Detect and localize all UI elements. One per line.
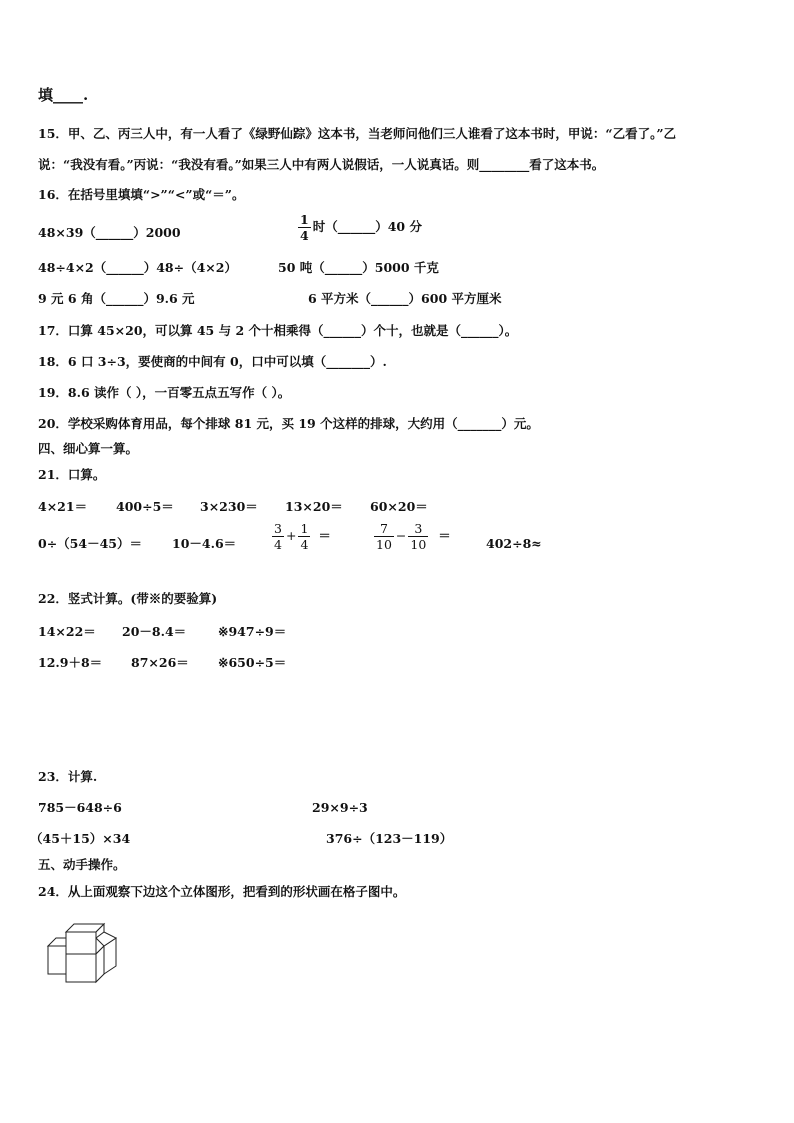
q21-title: 21．口算。: [38, 467, 106, 482]
fraction: [298, 521, 310, 552]
q21-r2-1: 0÷（54－45）＝: [38, 536, 142, 551]
cube-solid-figure: [44, 916, 120, 986]
q23-d: 376÷（123－119）: [326, 831, 453, 846]
fraction-numerator: 7: [379, 521, 388, 536]
q22-r1-1: 14×22＝: [38, 624, 96, 639]
q23-title: 23．计算.: [38, 769, 98, 784]
q16-r2c2: 50 吨（______）5000 千克: [278, 260, 439, 275]
equals: ＝: [318, 528, 331, 543]
fraction-denominator: 4: [274, 537, 282, 552]
fraction-denominator: 4: [300, 537, 309, 552]
operator: −: [395, 528, 407, 543]
fraction: [272, 521, 284, 552]
top-fill-line: 填____.: [38, 86, 89, 104]
q19: 19．8.6 读作（ ），一百零五点五写作（ ）。: [38, 385, 291, 400]
q22-r1-3: ※947÷9＝: [218, 624, 287, 639]
fraction-denominator: 4: [300, 228, 309, 243]
q16-r3c1: 9 元 6 角（______）9.6 元: [38, 291, 195, 306]
fraction-numerator: 3: [274, 521, 282, 536]
q22-r2-2: 87×26＝: [131, 655, 189, 670]
fraction-1-4: [298, 212, 311, 243]
fraction: [374, 521, 394, 552]
q20: 20．学校采购体育用品，每个排球 81 元，买 19 个这样的排球，大约用（_______）元。: [38, 416, 539, 431]
q21-r2-2: 10－4.6＝: [172, 536, 237, 551]
q16-r1c1: 48×39（______）2000: [38, 225, 181, 240]
q21-r1-5: 60×20＝: [370, 499, 428, 514]
q22-title: 22．竖式计算。(带※的要验算): [38, 591, 218, 606]
fraction-denominator: 10: [376, 537, 392, 552]
fraction-numerator: 3: [414, 521, 423, 536]
q16-title: 16．在括号里填填“>”“<”或“＝”。: [38, 187, 245, 202]
q21-frac-sum: [270, 521, 331, 552]
q21-r1-3: 3×230＝: [200, 499, 258, 514]
section5-heading: 五、动手操作。: [38, 857, 126, 872]
fraction-numerator: 1: [300, 521, 309, 536]
q15-line1: 15．甲、乙、丙三人中，有一人看了《绿野仙踪》这本书，当老师问他们三人谁看了这本书时，甲说：“乙看了。”乙: [38, 126, 677, 141]
q21-r2-5: 402÷8≈: [486, 536, 542, 551]
top-cube-front-face: [66, 932, 96, 954]
q21-frac-diff: [372, 521, 451, 552]
bottom-cube-front-face: [66, 954, 96, 982]
q16-r1c2: [296, 212, 422, 243]
q17: 17．口算 45×20，可以算 45 与 2 个十相乘得（______）个十，也就是（______）。: [38, 323, 518, 338]
q22-r1-2: 20－8.4＝: [122, 624, 187, 639]
fraction-numerator: 1: [300, 212, 309, 227]
left-cube-front-face: [48, 946, 66, 974]
q21-r1-1: 4×21＝: [38, 499, 88, 514]
q16-r2c1: 48÷4×2（______）48÷（4×2）: [38, 260, 237, 275]
q22-r2-3: ※650÷5＝: [218, 655, 287, 670]
operator: +: [285, 528, 297, 543]
q24: 24．从上面观察下边这个立体图形，把看到的形状画在格子图中。: [38, 884, 406, 899]
q23-a: 785－648÷6: [38, 800, 122, 815]
q15-line2: 说：“我没有看。”丙说：“我没有看。”如果三人中有两人说假话，一人说真话。则________看了这本书。: [38, 157, 605, 172]
fraction: [408, 521, 428, 552]
q21-r1-4: 13×20＝: [285, 499, 343, 514]
fraction-denominator: 10: [410, 537, 427, 552]
equals: ＝: [438, 528, 451, 543]
q23-c: （45＋15）×34: [30, 831, 131, 846]
section4-heading: 四、细心算一算。: [38, 441, 139, 456]
q22-r2-1: 12.9＋8＝: [38, 655, 103, 670]
left-cube-top-face: [48, 938, 66, 946]
q16-r1c2-text: 时（______）40 分: [312, 219, 422, 234]
q23-b: 29×9÷3: [312, 800, 368, 815]
q16-r3c2: 6 平方米（______）600 平方厘米: [308, 291, 502, 306]
q18: 18．6 口 3÷3，要使商的中间有 0，口中可以填（_______）.: [38, 354, 387, 369]
q21-r1-2: 400÷5＝: [116, 499, 174, 514]
